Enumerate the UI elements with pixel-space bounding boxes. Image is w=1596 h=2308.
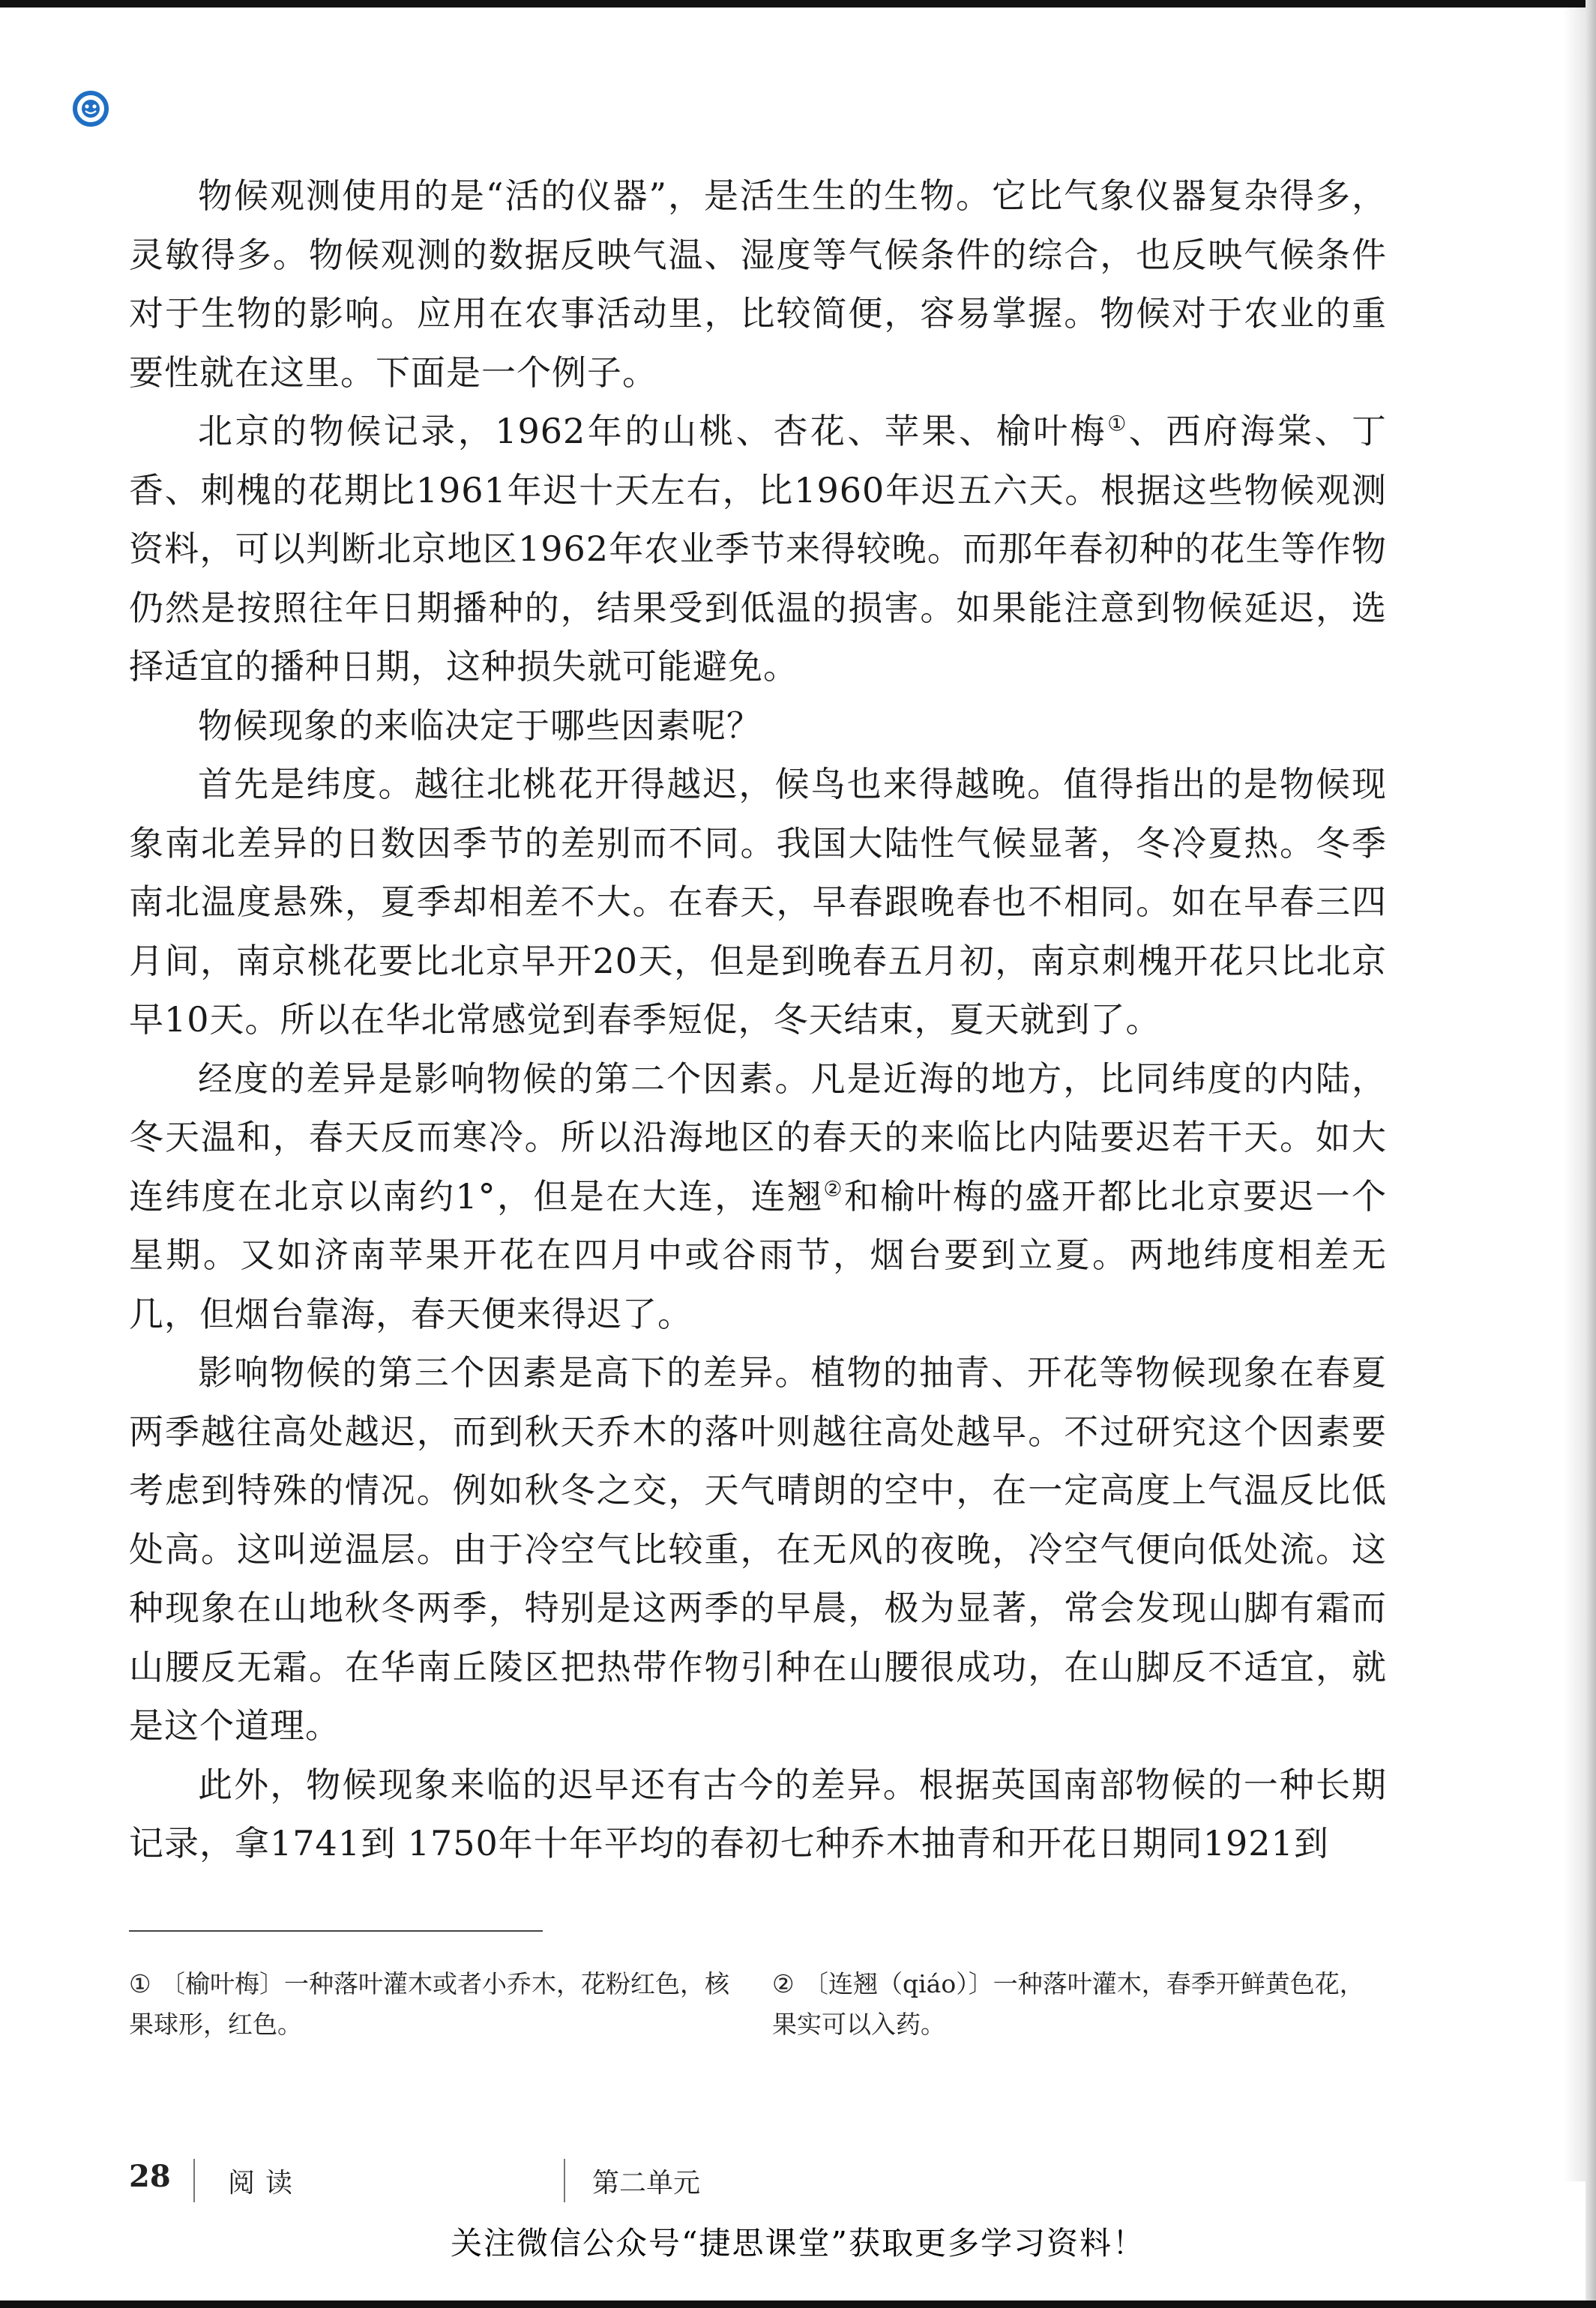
footnote-ref-2: ② xyxy=(823,1176,844,1202)
page-bottom-edge xyxy=(0,2301,1596,2308)
footnote-2-text: 〔连翘（qiáo）〕一种落叶灌木，春季开鲜黄色花，果实可以入药。 xyxy=(772,1969,1364,2039)
footnote-2 xyxy=(772,1964,1387,2045)
footnote-1-marker: ① xyxy=(129,1969,151,1998)
footer-divider xyxy=(564,2159,565,2202)
watermark-text: 关注微信公众号“捷思课堂”获取更多学习资料！ xyxy=(451,2225,1145,2262)
footer-unit-label: 第二单元 xyxy=(592,2168,701,2199)
footnote-ref-1: ① xyxy=(1107,411,1129,436)
paragraph-2-part-1: 北京的物候记录，1962年的山桃、杏花、苹果、榆叶梅 xyxy=(198,411,1108,451)
footer-divider xyxy=(193,2159,195,2202)
smiley-face-icon xyxy=(72,90,109,127)
paragraph-4: 首先是纬度。越往北桃花开得越迟，候鸟也来得越晚。值得指出的是物候现象南北差异的日数因季节的差别而不同。我国大陆性气候显著，冬冷夏热。冬季南北温度悬殊，夏季却相差不大。在春天，早春跟晚春也不相同。如在早春三四月间，南京桃花要比北京早开20天，但是到晚春五月初，南京刺槐开花只比北京早10天。所以在华北常感觉到春季短促，冬天结束，夏天就到了。 xyxy=(129,764,1387,1040)
footnote-2-marker: ② xyxy=(772,1969,795,1998)
footnote-1-text: 〔榆叶梅〕一种落叶灌木或者小乔木，花粉红色，核果球形，红色。 xyxy=(129,1969,729,2039)
footnote-1 xyxy=(129,1964,744,2045)
paragraph-5-part-1: 经度的差异是影响物候的第二个因素。凡是近海的地方，比同纬度的内陆，冬天温和，春天反而寒冷。所以沿海地区的春天的来临比内陆要迟若干天。如大连纬度在北京以南约1°，但是在大连，连翘 xyxy=(129,1058,1387,1217)
paragraph-1: 物候观测使用的是“活的仪器”，是活生生的生物。它比气象仪器复杂得多，灵敏得多。物候观测的数据反映气温、湿度等气候条件的综合，也反映气候条件对于生物的影响。应用在农事活动里，比较简便，容易掌握。物候对于农业的重要性就在这里。下面是一个例子。 xyxy=(129,175,1387,393)
page-shade xyxy=(1563,7,1586,2181)
page-top-edge xyxy=(0,0,1596,7)
paragraph-5 xyxy=(129,1049,1387,1344)
page-right-edge xyxy=(1586,0,1596,2308)
paragraph-7: 此外，物候现象来临的迟早还有古今的差异。根据英国南部物候的一种长期记录，拿1741到 1750年十年平均的春初七种乔木抽青和开花日期同1921到 xyxy=(129,1764,1387,1863)
body-text xyxy=(129,166,1387,1873)
footnote-divider xyxy=(129,1930,543,1932)
paragraph-3: 物候现象的来临决定于哪些因素呢？ xyxy=(198,705,762,746)
paragraph-2 xyxy=(129,402,1387,696)
paragraph-6: 影响物候的第三个因素是高下的差异。植物的抽青、开花等物候现象在春夏两季越往高处越迟，而到秋天乔木的落叶则越往高处越早。不过研究这个因素要考虑到特殊的情况。例如秋冬之交，天气晴朗的空中，在一定高度上气温反比低处高。这叫逆温层。由于冷空气比较重，在无风的夜晚，冷空气便向低处流。这种现象在山地秋冬两季，特别是这两季的早晨，极为显著，常会发现山脚有霜而山腰反无霜。在华南丘陵区把热带作物引种在山腰很成功，在山脚反不适宜，就是这个道理。 xyxy=(129,1352,1387,1746)
page-number: 28 xyxy=(129,2159,171,2194)
paragraph-5-part-2: 和榆叶梅的盛开都比北京要迟一个星期。又如济南苹果开花在四月中或谷雨节，烟台要到立夏。两地纬度相差无几，但烟台靠海，春天便来得迟了。 xyxy=(129,1175,1388,1334)
footer-section-label: 阅读 xyxy=(228,2168,304,2199)
page-footer xyxy=(129,2159,1403,2204)
paragraph-2-part-2: 、西府海棠、丁香、刺槐的花期比1961年迟十天左右，比1960年迟五六天。根据这些物候观测资料，可以判断北京地区1962年农业季节来得较晚。而那年春初种的花生等作物仍然是按照往年日期播种的，结果受到低温的损害。如果能注意到物候延迟，选择适宜的播种日期，这种损失就可能避免。 xyxy=(129,411,1388,687)
